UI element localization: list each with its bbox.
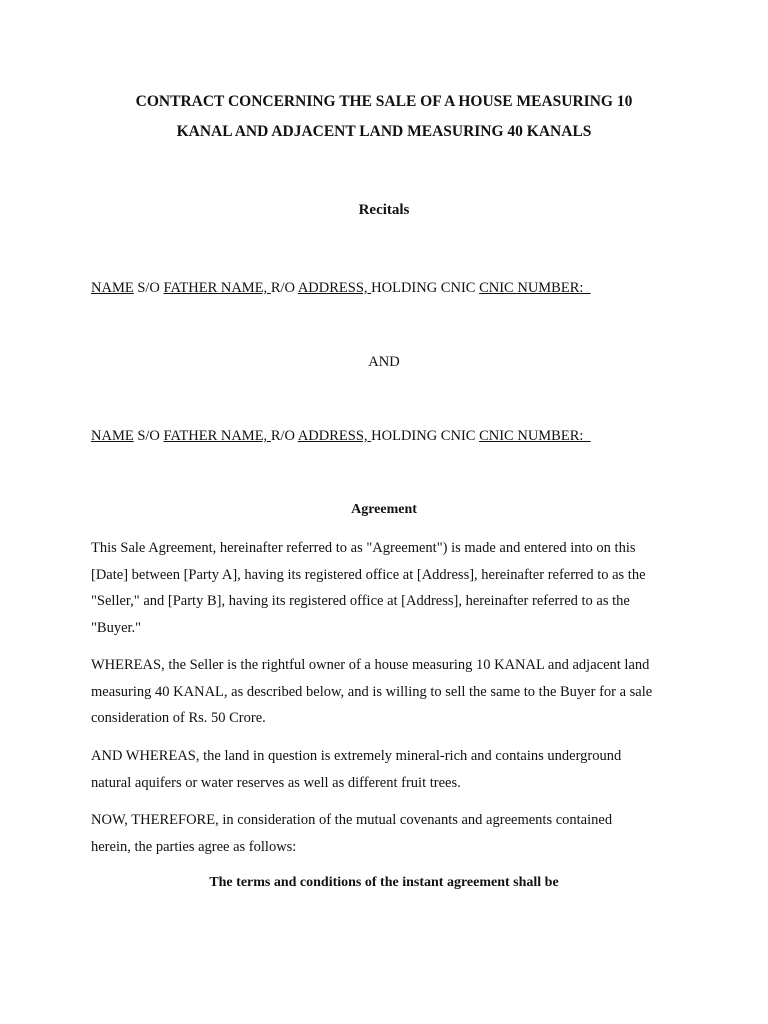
party-1-so: S/O <box>133 280 164 296</box>
party-2-cnic: CNIC NUMBER: <box>479 428 591 444</box>
party-1-address: ADDRESS, <box>297 280 372 296</box>
paragraph-line: NOW, THEREFORE, in consideration of the mutual covenants and agreements contained <box>91 812 613 828</box>
party-1-name: NAME <box>91 280 134 296</box>
recitals-heading: Recitals <box>358 202 410 218</box>
and-separator: AND <box>368 354 400 370</box>
party-1-ro: R/O <box>270 280 298 296</box>
paragraph-line: herein, the parties agree as follows: <box>91 838 297 855</box>
paragraph-line: measuring 40 KANAL, as described below, and is willing to sell the same to the Buyer for a sale <box>91 683 653 700</box>
paragraph-line: [Date] between [Party A], having its registered office at [Address], hereinafter referred to as the <box>91 566 646 583</box>
title-line-1: CONTRACT CONCERNING THE SALE OF A HOUSE MEASURING 10 <box>135 93 633 110</box>
party-2-holding: HOLDING CNIC <box>371 428 480 444</box>
and-whereas-paragraph <box>91 743 691 796</box>
party-1-holding: HOLDING CNIC <box>371 280 480 296</box>
now-therefore-paragraph <box>91 807 691 860</box>
party-2-line <box>91 428 591 445</box>
agreement-paragraph-1 <box>91 535 691 641</box>
paragraph-line: natural aquifers or water reserves as well as different fruit trees. <box>91 774 461 791</box>
terms-heading: The terms and conditions of the instant agreement shall be <box>209 875 559 890</box>
agreement-heading: Agreement <box>351 502 417 517</box>
paragraph-line: WHEREAS, the Seller is the rightful owner of a house measuring 10 KANAL and adjacent land <box>91 657 650 673</box>
paragraph-line: AND WHEREAS, the land in question is extremely mineral-rich and contains underground <box>91 748 622 764</box>
party-2-name: NAME <box>91 428 134 444</box>
party-2-ro: R/O <box>270 428 298 444</box>
title-line-2: KANAL AND ADJACENT LAND MEASURING 40 KANALS <box>176 123 592 140</box>
party-1-father: FATHER NAME, <box>163 280 271 296</box>
party-2-address: ADDRESS, <box>297 428 372 444</box>
paragraph-line: "Buyer." <box>91 619 142 636</box>
paragraph-line: This Sale Agreement, hereinafter referred to as "Agreement") is made and entered into on this <box>91 540 636 556</box>
party-2-father: FATHER NAME, <box>163 428 271 444</box>
paragraph-line: "Seller," and [Party B], having its registered office at [Address], hereinafter referred to as the <box>91 593 630 609</box>
whereas-paragraph <box>91 652 691 732</box>
party-1-cnic: CNIC NUMBER: <box>479 280 591 296</box>
party-2-so: S/O <box>133 428 164 444</box>
party-1-line <box>91 280 591 297</box>
paragraph-line: consideration of Rs. 50 Crore. <box>91 710 266 726</box>
